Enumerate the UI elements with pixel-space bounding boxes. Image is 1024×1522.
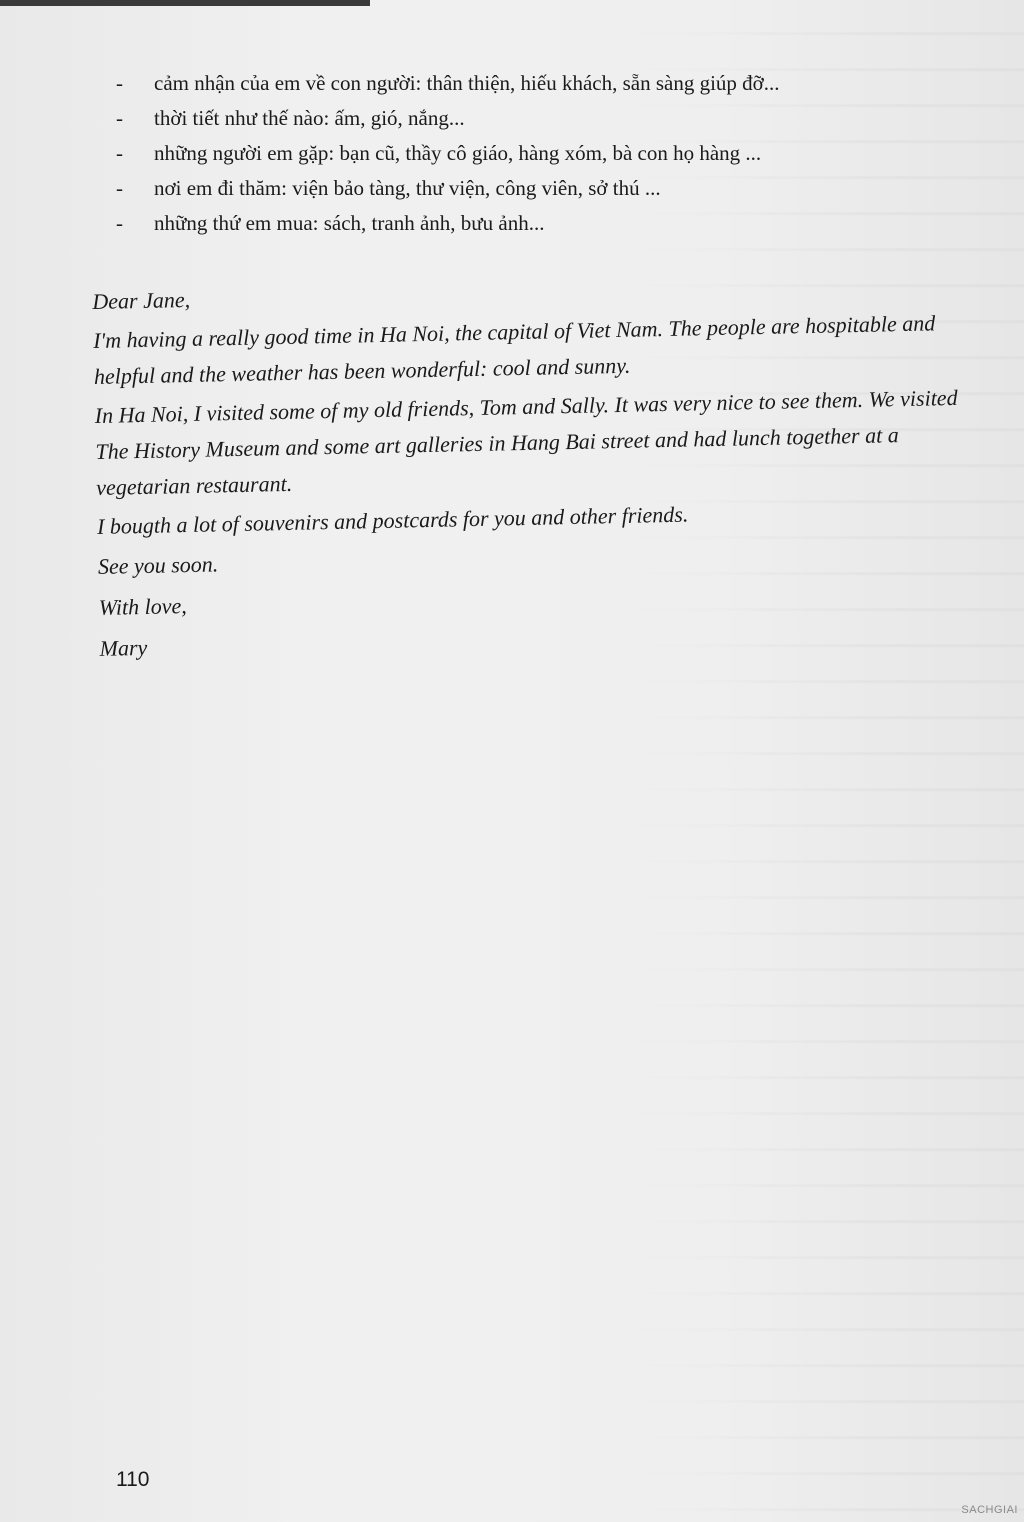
letter-paragraph: I'm having a really good time in Ha Noi, the capital of Viet Nam. The people are hospitable and helpful and the weather has been wonderful: cool and sunny.: [92, 310, 936, 389]
letter-paragraph: I bougth a lot of souvenirs and postcards for you and other friends.: [96, 501, 689, 539]
letter-signature: Mary: [99, 634, 148, 661]
bullet-dash: -: [116, 141, 123, 165]
bullet-item: [112, 101, 780, 136]
bullet-item: [112, 136, 780, 171]
bullet-text: cảm nhận của em về con người: thân thiện, hiếu khách, sẵn sàng giúp đỡ...: [154, 71, 780, 95]
bullet-item: [112, 206, 780, 241]
bullet-dash: -: [116, 211, 123, 235]
letter-signoff: With love,: [98, 593, 188, 620]
bullet-dash: -: [116, 176, 123, 200]
letter-closing: See you soon.: [97, 551, 219, 579]
bullet-text: những thứ em mua: sách, tranh ảnh, bưu ảnh...: [154, 211, 545, 235]
letter-greeting: Dear Jane,: [92, 286, 191, 314]
bullet-dash: -: [116, 106, 123, 130]
bullet-item: [112, 66, 780, 101]
watermark-logo: SACHGIAI: [961, 1504, 1018, 1516]
bullet-text: nơi em đi thăm: viện bảo tàng, thư viện, công viên, sở thú ...: [154, 176, 661, 200]
bullet-text: những người em gặp: bạn cũ, thầy cô giáo, hàng xóm, bà con họ hàng ...: [154, 141, 762, 165]
letter-paragraph: In Ha Noi, I visited some of my old friends, Tom and Sally. It was very nice to see them. We visited The History Museum and some art galleries in Hang Bai street and had lunch together at a vegetarian restaurant.: [94, 384, 958, 500]
bullet-item: [112, 171, 780, 206]
bullet-text: thời tiết như thế nào: ấm, gió, nắng...: [154, 106, 465, 130]
bullet-list: [112, 66, 780, 241]
scan-edge-bar: [0, 0, 370, 6]
page-number: 110: [116, 1468, 150, 1491]
bullet-dash: -: [116, 71, 123, 95]
sample-letter: [92, 265, 990, 667]
